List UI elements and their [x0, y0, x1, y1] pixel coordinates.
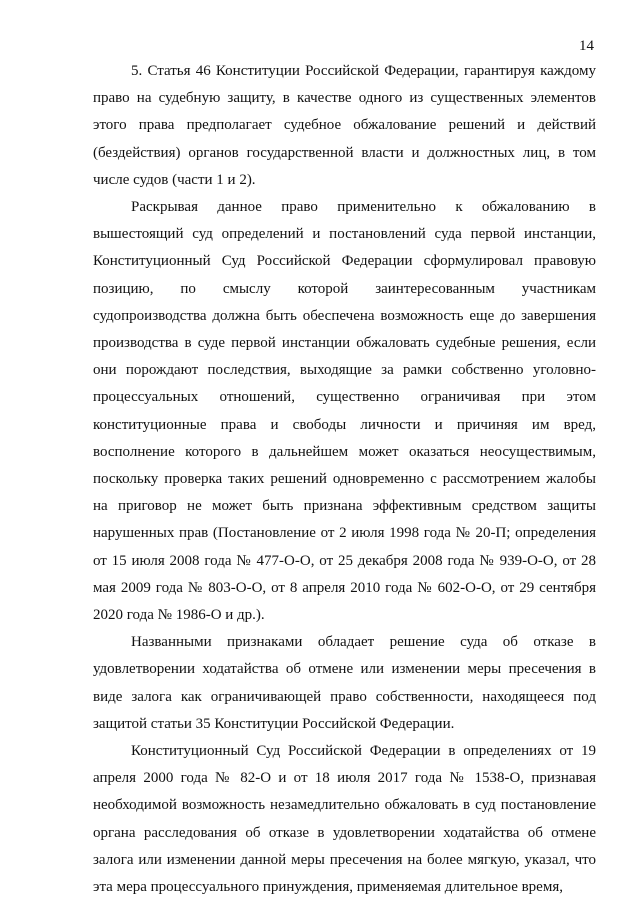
body-text	[93, 58, 596, 901]
paragraph-4: Конституционный Суд Российской Федерации в определениях от 19 апреля 2000 года № 82-О и от 18 июля 2017 года № 1538-О, признавая необходимой возможность незамедлительно обжаловать в суд постановление органа расследования об отказе в удовлетворении ходатайства об отмене залога или изменении данной меры пресечения на более мягкую, указал, что эта мера процессуального принуждения, применяемая длительное время,	[93, 743, 596, 896]
paragraph-1: 5. Статья 46 Конституции Российской Федерации, гарантируя каждому право на судебную защиту, в качестве одного из существенных элементов этого права предполагает судебное обжалование решений и действий (бездействия) органов государственной власти и должностных лиц, в том числе судов (части 1 и 2).	[93, 63, 596, 188]
paragraph-3: Названными признаками обладает решение суда об отказе в удовлетворении ходатайства об отмене или изменении меры пресечения в виде залога как ограничивающей право собственности, находящееся под защитой статьи 35 Конституции Российской Федерации.	[93, 634, 596, 732]
page-number: 14	[579, 38, 594, 54]
paragraph-2: Раскрывая данное право применительно к обжалованию в вышестоящий суд определений и постановлений суда первой инстанции, Конституционный Суд Российской Федерации сформулировал правовую позицию, по смыслу которой заинтересованным участникам судопроизводства должна быть обеспечена возможность еще до завершения производства в суде первой инстанции обжаловать судебные решения, если они порождают последствия, выходящие за рамки собственно уголовно-процессуальных отношений, существенно ограничивая при этом конституционные права и свободы личности и причиняя им вред, восполнение которого в дальнейшем может оказаться неосуществимым, поскольку проверка таких решений одновременно с рассмотрением жалобы на приговор не может быть признана эффективным средством защиты нарушенных прав (Постановление от 2 июля 1998 года № 20-П; определения от 15 июля 2008 года № 477-О-О, от 25 декабря 2008 года № 939-О-О, от 28 мая 2009 года № 803-О-О, от 8 апреля 2010 года № 602-О-О, от 29 сентября 2020 года № 1986-О и др.).	[93, 199, 596, 624]
